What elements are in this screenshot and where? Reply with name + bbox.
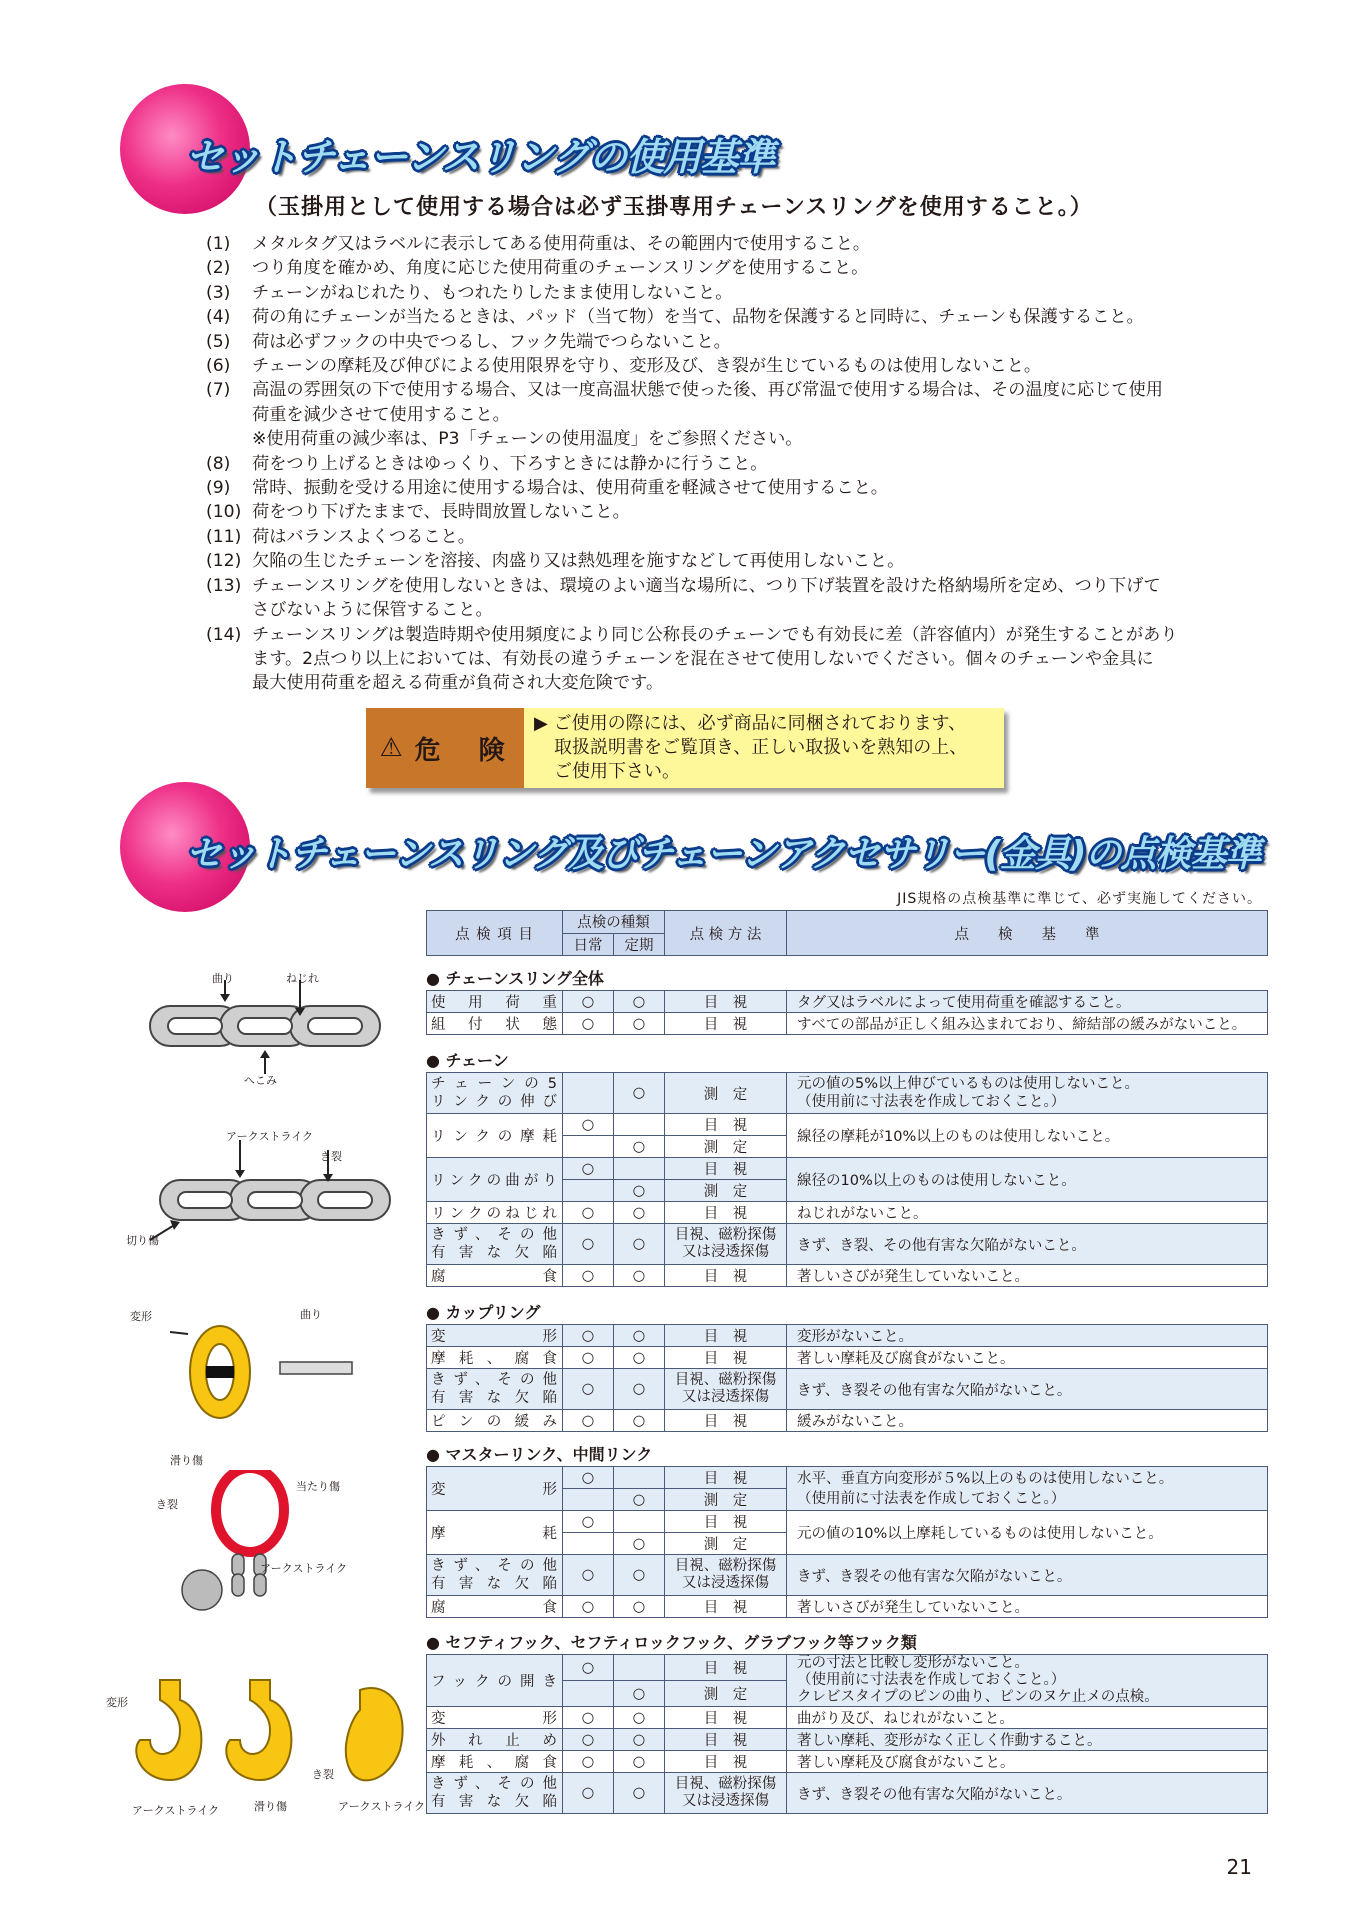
table-row — [427, 991, 1268, 1013]
cell-daily: ○ — [563, 1410, 614, 1432]
cell-criteria-line: 水平、垂直方向変形が５%以上のものは使用しないこと。 — [797, 1470, 1174, 1487]
cell-item-line: きず、その他 — [431, 1776, 558, 1792]
chain-illustration-2 — [150, 1140, 400, 1250]
cell-criteria: 著しい摩耗及び腐食がないこと。 — [787, 1751, 1268, 1773]
cell-item: 摩耗、腐食 — [427, 1347, 563, 1369]
table-row — [427, 1073, 1268, 1114]
rule-text: 荷重を減少させて使用すること。 — [252, 404, 510, 425]
cell-method: 目 視 — [665, 991, 787, 1013]
cell-daily: ○ — [563, 1369, 614, 1410]
cell-periodic: ○ — [614, 1202, 665, 1224]
rule-item — [206, 574, 1266, 598]
cell-method-line: 目視、磁粉探傷 — [674, 1776, 777, 1792]
rule-text: 欠陥の生じたチェーンを溶接、肉盛り又は熱処理を施すなどして再使用しないこと。 — [252, 551, 905, 572]
cell-periodic: ○ — [614, 1773, 665, 1814]
cell-method-line: 又は浸透探傷 — [682, 1244, 769, 1260]
rule-item — [206, 549, 1266, 573]
cell-method-line: 又は浸透探傷 — [682, 1389, 769, 1405]
cell-criteria-line: クレビスタイプのピンの曲り、ピンのヌケ止メの点検。 — [797, 1689, 1159, 1705]
cell-periodic: ○ — [614, 1073, 665, 1114]
cell-method: 目 視 — [665, 1751, 787, 1773]
rule-number: (14) — [206, 624, 242, 645]
label-crack: き裂 — [320, 1150, 342, 1163]
cell-criteria: 線径の摩耗が10%以上のものは使用しないこと。 — [787, 1114, 1268, 1158]
cell-periodic — [614, 1114, 665, 1136]
cell-method — [665, 1369, 787, 1410]
cell-periodic: ○ — [614, 1681, 665, 1707]
cell-periodic: ○ — [614, 991, 665, 1013]
rule-number: (1) — [206, 234, 231, 254]
cell-daily — [563, 1180, 614, 1202]
cell-method: 目 視 — [665, 1325, 787, 1347]
cell-method: 目 視 — [665, 1265, 787, 1287]
cell-item: リンクの曲がり — [427, 1158, 563, 1202]
rule-text: 荷は必ずフックの中央でつるし、フック先端でつらないこと。 — [252, 331, 731, 352]
cell-criteria: 著しい摩耗、変形がなく正しく作動すること。 — [787, 1729, 1268, 1751]
cell-method — [665, 1224, 787, 1265]
cell-periodic — [614, 1467, 665, 1489]
cell-criteria: すべての部品が正しく組み込まれており、締結部の緩みがないこと。 — [787, 1013, 1268, 1035]
cell-daily: ○ — [563, 1202, 614, 1224]
rule-text: 最大使用荷重を超える荷重が負荷され大変危険です。 — [252, 673, 664, 694]
cell-item: 変形 — [427, 1707, 563, 1729]
cell-criteria — [787, 1655, 1268, 1707]
cell-method: 目 視 — [665, 1158, 787, 1180]
rule-item — [206, 476, 1266, 500]
coupling-illustration — [170, 1320, 370, 1430]
rule-number: (5) — [206, 331, 231, 352]
rule-number: (6) — [206, 356, 231, 377]
cell-item: 腐食 — [427, 1265, 563, 1287]
cell-item: リンクの摩耗 — [427, 1114, 563, 1158]
cell-method: 測 定 — [665, 1489, 787, 1511]
cell-daily: ○ — [563, 1511, 614, 1533]
cell-item — [427, 1555, 563, 1596]
cell-periodic: ○ — [614, 1347, 665, 1369]
cell-method: 目 視 — [665, 1511, 787, 1533]
cell-periodic: ○ — [614, 1013, 665, 1035]
rule-item — [206, 598, 1266, 622]
cell-method: 測 定 — [665, 1073, 787, 1114]
table-row — [427, 1202, 1268, 1224]
rule-item — [206, 671, 1266, 695]
cell-method: 目 視 — [665, 1410, 787, 1432]
cell-periodic: ○ — [614, 1410, 665, 1432]
rule-item — [206, 378, 1266, 402]
cell-criteria: きず、き裂、その他有害な欠陥がないこと。 — [787, 1224, 1268, 1265]
cell-daily: ○ — [563, 1773, 614, 1814]
table-row — [427, 1596, 1268, 1618]
table-chain — [426, 1072, 1268, 1287]
group-title: ● セフティフック、セフティロックフック、グラブフック等フック類 — [426, 1633, 917, 1652]
cell-item — [427, 1073, 563, 1114]
label-twist: ねじれ — [286, 972, 319, 985]
label-cut: 切り傷 — [126, 1234, 159, 1247]
cell-daily: ○ — [563, 1013, 614, 1035]
header-criteria: 点 検 基 準 — [787, 911, 1268, 956]
cell-periodic: ○ — [614, 1751, 665, 1773]
cell-criteria: 著しいさびが発生していないこと。 — [787, 1596, 1268, 1618]
cell-method: 目 視 — [665, 1467, 787, 1489]
cell-daily: ○ — [563, 991, 614, 1013]
cell-method: 目 視 — [665, 1013, 787, 1035]
cell-criteria: きず、き裂その他有害な欠陥がないこと。 — [787, 1773, 1268, 1814]
cell-method-line: 目視、磁粉探傷 — [674, 1558, 777, 1574]
rule-item — [206, 525, 1266, 549]
cell-item: 変形 — [427, 1467, 563, 1511]
cell-item-line: きず、その他 — [431, 1558, 558, 1574]
cell-item — [427, 1224, 563, 1265]
label-deform: 変形 — [106, 1696, 128, 1709]
cell-daily: ○ — [563, 1729, 614, 1751]
cell-method-line: 又は浸透探傷 — [682, 1575, 769, 1591]
warning-icon: ⚠ — [379, 733, 409, 763]
cell-daily — [563, 1681, 614, 1707]
danger-label-box — [366, 708, 524, 788]
cell-method: 測 定 — [665, 1533, 787, 1555]
cell-periodic — [614, 1158, 665, 1180]
cell-method-line: 目視、磁粉探傷 — [674, 1372, 777, 1388]
cell-daily: ○ — [563, 1347, 614, 1369]
danger-line: ご使用下さい。 — [554, 761, 680, 782]
section1-title: セットチェーンスリングの使用基準 — [186, 135, 775, 179]
cell-periodic — [614, 1655, 665, 1681]
cell-criteria-line: （使用前に寸法表を作成しておくこと。） — [797, 1672, 1066, 1688]
cell-criteria-line: 元の値の5%以上伸びているものは使用しないこと。 — [797, 1076, 1140, 1092]
rule-number: (11) — [206, 526, 242, 547]
cell-item-line: リンクの伸び — [431, 1094, 558, 1110]
cell-item: 変形 — [427, 1325, 563, 1347]
cell-method: 測 定 — [665, 1136, 787, 1158]
group-title: ● チェーン — [426, 1051, 509, 1070]
cell-periodic — [614, 1511, 665, 1533]
cell-daily: ○ — [563, 1224, 614, 1265]
cell-item: 摩耗、腐食 — [427, 1751, 563, 1773]
cell-daily — [563, 1136, 614, 1158]
header-kind: 点検の種類 — [563, 911, 665, 934]
rule-number — [206, 647, 252, 671]
cell-criteria: ねじれがないこと。 — [787, 1202, 1268, 1224]
cell-item: 腐食 — [427, 1596, 563, 1618]
rules-list — [206, 232, 1266, 696]
rule-item — [206, 330, 1266, 354]
rule-text: 荷をつり下げたままで、長時間放置しないこと。 — [252, 502, 630, 523]
cell-daily — [563, 1073, 614, 1114]
cell-item-line: 有害な欠陥 — [431, 1390, 558, 1406]
cell-periodic: ○ — [614, 1265, 665, 1287]
rule-number — [206, 598, 252, 622]
rule-item — [206, 427, 1266, 451]
cell-criteria — [787, 1073, 1268, 1114]
label-slip: 滑り傷 — [170, 1454, 203, 1467]
rule-item — [206, 354, 1266, 378]
cell-item: 外れ止め — [427, 1729, 563, 1751]
rule-item — [206, 647, 1266, 671]
cell-daily — [563, 1489, 614, 1511]
cell-criteria: 線径の10%以上のものは使用しないこと。 — [787, 1158, 1268, 1202]
label-crack: き裂 — [312, 1768, 334, 1781]
rule-text: 荷の角にチェーンが当たるときは、パッド（当て物）を当て、品物を保護すると同時に、チェーンも保護すること。 — [252, 307, 1144, 328]
rule-item — [206, 256, 1266, 280]
rule-text: チェーンがねじれたり、もつれたりしたまま使用しないこと。 — [252, 282, 733, 303]
cell-item: 摩耗 — [427, 1511, 563, 1555]
cell-periodic: ○ — [614, 1325, 665, 1347]
cell-item-line: 有害な欠陥 — [431, 1794, 558, 1810]
cell-periodic: ○ — [614, 1533, 665, 1555]
cell-method — [665, 1555, 787, 1596]
rule-number: (12) — [206, 551, 242, 572]
table-row — [427, 1511, 1268, 1533]
cell-item-line: 有害な欠陥 — [431, 1576, 558, 1592]
cell-method: 目 視 — [665, 1202, 787, 1224]
rule-text: つり角度を確かめ、角度に応じた使用荷重のチェーンスリングを使用すること。 — [252, 258, 869, 279]
table-master — [426, 1466, 1268, 1618]
table-row — [427, 1555, 1268, 1596]
group-title: ● マスターリンク、中間リンク — [426, 1445, 653, 1464]
cell-method: 目 視 — [665, 1707, 787, 1729]
rule-number — [206, 671, 252, 695]
table-row — [427, 1265, 1268, 1287]
cell-daily: ○ — [563, 1751, 614, 1773]
header-method: 点 検 方 法 — [665, 911, 787, 956]
table-row — [427, 1729, 1268, 1751]
cell-item-line: チェーンの5 — [431, 1076, 558, 1092]
rule-number: (13) — [206, 575, 242, 596]
rule-item — [206, 232, 1266, 256]
cell-item-line: 有害な欠陥 — [431, 1245, 558, 1261]
cell-periodic: ○ — [614, 1180, 665, 1202]
section2-title: セットチェーンスリング及びチェーンアクセサリー(金具)の点検基準 — [186, 834, 1261, 875]
table-row — [427, 1158, 1268, 1180]
table-whole — [426, 990, 1268, 1035]
cell-daily: ○ — [563, 1467, 614, 1489]
rule-text: ます。2点つり以上においては、有効長の違うチェーンを混在させて使用しないでください。個々のチェーンや金具に — [252, 648, 1154, 669]
table-row — [427, 1325, 1268, 1347]
cell-method: 目 視 — [665, 1347, 787, 1369]
cell-method: 測 定 — [665, 1180, 787, 1202]
cell-method: 目 視 — [665, 1114, 787, 1136]
cell-method-line: 又は浸透探傷 — [682, 1793, 769, 1809]
rule-text: 荷はバランスよくつること。 — [252, 526, 475, 547]
label-bend: 曲り — [300, 1308, 322, 1321]
header-daily: 日常 — [563, 933, 614, 956]
group-title: ● カップリング — [426, 1303, 541, 1322]
table-row — [427, 1410, 1268, 1432]
group-title: ● チェーンスリング全体 — [426, 969, 604, 988]
rule-number — [206, 427, 252, 451]
cell-criteria: 著しい摩耗及び腐食がないこと。 — [787, 1347, 1268, 1369]
table-row — [427, 1773, 1268, 1814]
table-row — [427, 1013, 1268, 1035]
rule-item — [206, 452, 1266, 476]
cell-daily: ○ — [563, 1596, 614, 1618]
cell-periodic: ○ — [614, 1136, 665, 1158]
cell-item-line: きず、その他 — [431, 1227, 558, 1243]
rule-item — [206, 403, 1266, 427]
cell-criteria: 著しいさびが発生していないこと。 — [787, 1265, 1268, 1287]
cell-criteria: 曲がり及び、ねじれがないこと。 — [787, 1707, 1268, 1729]
cell-criteria: きず、き裂その他有害な欠陥がないこと。 — [787, 1369, 1268, 1410]
cell-daily: ○ — [563, 1655, 614, 1681]
label-crack: き裂 — [156, 1498, 178, 1511]
cell-item: 組付状態 — [427, 1013, 563, 1035]
rule-number: (7) — [206, 380, 231, 401]
danger-text — [524, 708, 1004, 788]
danger-box — [366, 708, 1004, 788]
rule-text: さびないように保管すること。 — [252, 600, 493, 621]
rule-number: (9) — [206, 478, 231, 499]
cell-periodic: ○ — [614, 1369, 665, 1410]
label-arc-strike: アークストライク — [226, 1130, 314, 1143]
label-dent: へこみ — [244, 1074, 277, 1087]
cell-method: 目 視 — [665, 1596, 787, 1618]
cell-item: 使用荷重 — [427, 991, 563, 1013]
hook-illustration — [120, 1670, 420, 1800]
cell-criteria: 元の値の10%以上摩耗しているものは使用しないこと。 — [787, 1511, 1268, 1555]
cell-criteria-line: （使用前に寸法表を作成しておくこと。） — [797, 1490, 1066, 1507]
cell-daily: ○ — [563, 1555, 614, 1596]
label-deform: 変形 — [130, 1310, 152, 1323]
cell-criteria — [787, 1467, 1268, 1511]
rule-number: (4) — [206, 307, 231, 328]
inspection-header-table — [426, 910, 1268, 956]
cell-criteria: 変形がないこと。 — [787, 1325, 1268, 1347]
table-row — [427, 1347, 1268, 1369]
chain-illustration-1 — [130, 970, 400, 1080]
cell-method: 目 視 — [665, 1729, 787, 1751]
header-periodic: 定期 — [614, 933, 665, 956]
label-hit: 当たり傷 — [296, 1480, 340, 1493]
rule-text: ※使用荷重の減少率は、P3「チェーンの使用温度」をご参照ください。 — [252, 429, 803, 450]
table-row — [427, 1467, 1268, 1489]
rule-number: (2) — [206, 258, 231, 279]
jis-note: JIS規格の点検基準に準じて、必ず実施してください。 — [897, 891, 1262, 907]
cell-criteria: きず、き裂その他有害な欠陥がないこと。 — [787, 1555, 1268, 1596]
rule-text: 荷をつり上げるときはゆっくり、下ろすときには静かに行うこと。 — [252, 453, 768, 474]
table-row — [427, 1114, 1268, 1136]
table-row — [427, 1369, 1268, 1410]
cell-criteria: 緩みがないこと。 — [787, 1410, 1268, 1432]
table-coupling — [426, 1324, 1268, 1432]
cell-periodic: ○ — [614, 1489, 665, 1511]
label-arc-strike: アークストライク — [260, 1562, 348, 1575]
label-bend: 曲り — [212, 972, 234, 985]
cell-criteria-line: 元の寸法と比較し変形がないこと。 — [797, 1655, 1029, 1671]
cell-item-line: きず、その他 — [431, 1372, 558, 1388]
label-arc-strike: アークストライク — [338, 1800, 426, 1813]
cell-item: フックの開き — [427, 1655, 563, 1707]
danger-line: 取扱説明書をご覧頂き、正しい取扱いを熟知の上、 — [554, 737, 968, 758]
cell-method — [665, 1773, 787, 1814]
cell-periodic: ○ — [614, 1596, 665, 1618]
section1-note: （玉掛用として使用する場合は必ず玉掛専用チェーンスリングを使用すること。） — [255, 195, 1093, 220]
rule-number: (8) — [206, 453, 231, 474]
cell-periodic: ○ — [614, 1707, 665, 1729]
table-row — [427, 1707, 1268, 1729]
cell-item: リンクのねじれ — [427, 1202, 563, 1224]
rule-text: チェーンスリングを使用しないときは、環境のよい適当な場所に、つり下げ装置を設けた格納場所を定め、つり下げて — [252, 575, 1161, 596]
rule-item — [206, 281, 1266, 305]
rule-item — [206, 305, 1266, 329]
cell-periodic: ○ — [614, 1555, 665, 1596]
cell-method: 目 視 — [665, 1655, 787, 1681]
cell-daily — [563, 1533, 614, 1555]
rule-text: 高温の雰囲気の下で使用する場合、又は一度高温状態で使った後、再び常温で使用する場合は、その温度に応じて使用 — [252, 380, 1163, 401]
page-number: 21 — [1226, 1855, 1252, 1879]
cell-periodic: ○ — [614, 1224, 665, 1265]
rule-item — [206, 500, 1266, 524]
rule-text: チェーンの摩耗及び伸びによる使用限界を守り、変形及び、き裂が生じているものは使用しないこと。 — [252, 356, 1042, 377]
cell-criteria-line: （使用前に寸法表を作成しておくこと。） — [797, 1094, 1066, 1110]
table-row — [427, 1751, 1268, 1773]
cell-item — [427, 1773, 563, 1814]
label-slip: 滑り傷 — [254, 1800, 287, 1813]
rule-item — [206, 623, 1266, 647]
cell-daily: ○ — [563, 1707, 614, 1729]
cell-daily: ○ — [563, 1158, 614, 1180]
danger-label: 危 険 — [414, 735, 511, 766]
cell-method-line: 目視、磁粉探傷 — [674, 1227, 777, 1243]
cell-criteria: タグ又はラベルによって使用荷重を確認すること。 — [787, 991, 1268, 1013]
table-row — [427, 1224, 1268, 1265]
cell-daily: ○ — [563, 1325, 614, 1347]
cell-item — [427, 1369, 563, 1410]
rule-number: (10) — [206, 502, 242, 523]
cell-daily: ○ — [563, 1114, 614, 1136]
rule-text: 常時、振動を受ける用途に使用する場合は、使用荷重を軽減させて使用すること。 — [252, 478, 888, 499]
label-arc-strike: アークストライク — [132, 1804, 220, 1817]
table-hook — [426, 1654, 1268, 1814]
cell-item: ピンの緩み — [427, 1410, 563, 1432]
cell-daily: ○ — [563, 1265, 614, 1287]
rule-number — [206, 403, 252, 427]
header-item: 点 検 項 目 — [427, 911, 563, 956]
danger-line: ▶ ご使用の際には、必ず商品に同梱されております、 — [534, 713, 967, 734]
table-row — [427, 1655, 1268, 1681]
rule-number: (3) — [206, 282, 231, 303]
cell-method: 測 定 — [665, 1681, 787, 1707]
rule-text: メタルタグ又はラベルに表示してある使用荷重は、その範囲内で使用すること。 — [252, 234, 871, 254]
cell-periodic: ○ — [614, 1729, 665, 1751]
rule-text: チェーンスリングは製造時期や使用頻度により同じ公称長のチェーンでも有効長に差（許容値内）が発生することがあり — [252, 624, 1178, 645]
